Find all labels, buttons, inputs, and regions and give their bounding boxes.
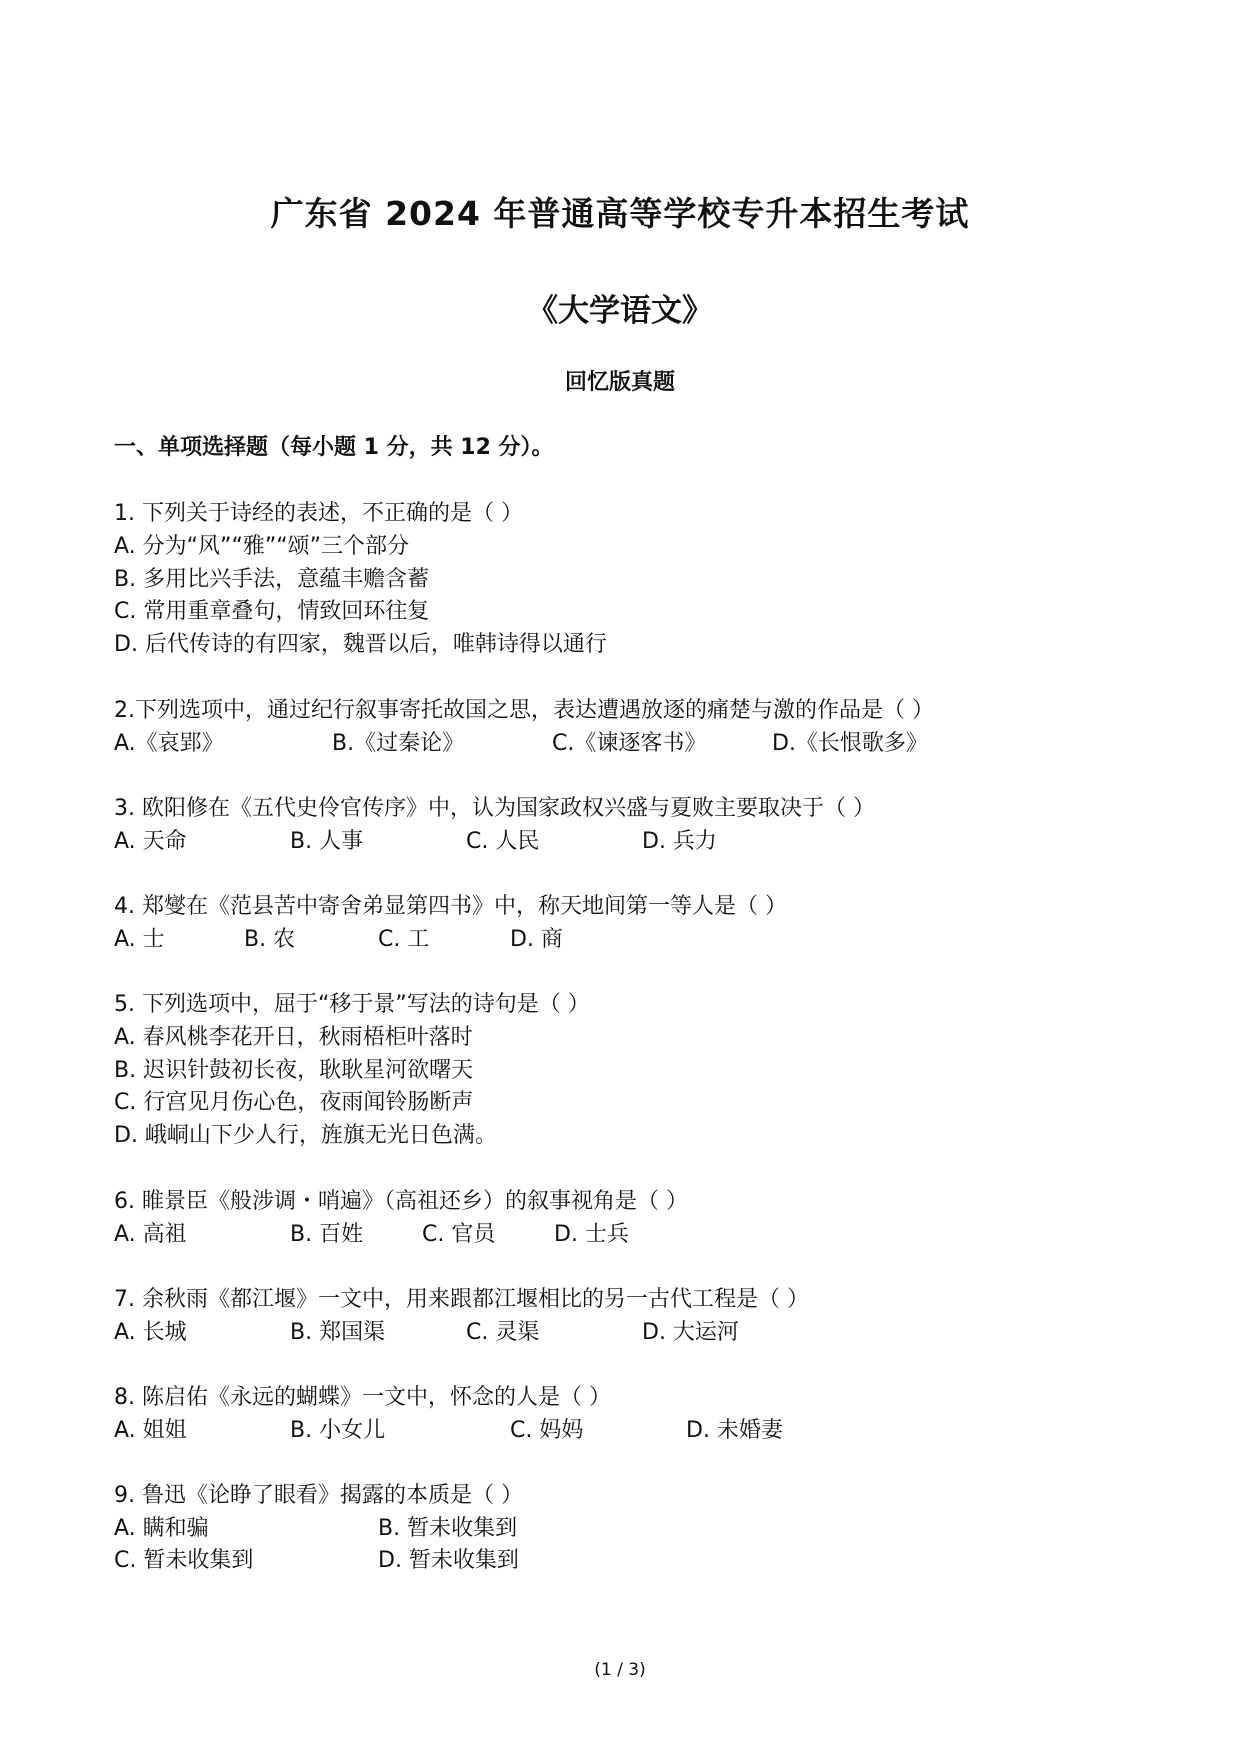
question-option: C. 人民 <box>466 829 540 854</box>
question-option: C. 暂未收集到 <box>114 1548 254 1573</box>
question-option: A. 春风桃李花开日，秋雨梧柜叶落时 <box>114 1025 473 1050</box>
question-stem: 8. 陈启佑《永远的蝴蝶》一文中，怀念的人是（ ） <box>114 1385 611 1410</box>
question-option: C.《谏逐客书》 <box>552 731 707 756</box>
question-option: D. 兵力 <box>642 829 717 854</box>
question-option: C. 行宫见月伤心色，夜雨闻铃肠断声 <box>114 1090 474 1115</box>
question-option: A. 分为“风”“雅”“颂”三个部分 <box>114 534 410 559</box>
question-option: A. 瞒和骗 <box>114 1516 209 1541</box>
subject-title: 《大学语文》 <box>527 293 713 329</box>
question-option: B. 小女儿 <box>290 1418 386 1443</box>
question-stem: 1. 下列关于诗经的表述，不正确的是（ ） <box>114 501 523 526</box>
question-option: B. 郑国渠 <box>290 1320 386 1345</box>
question-option: C. 官员 <box>422 1222 496 1247</box>
question-stem: 7. 余秋雨《都江堰》一文中，用来跟都江堰相比的另一古代工程是（ ） <box>114 1287 809 1312</box>
section-heading: 一、单项选择题（每小题 1 分，共 12 分）。 <box>114 435 554 460</box>
question-option: B.《过秦论》 <box>332 731 465 756</box>
question-option: C. 常用重章叠句，情致回环往复 <box>114 599 430 624</box>
question-option: A. 士 <box>114 927 165 952</box>
question-options-row <box>114 1413 1114 1443</box>
question-stem: 6. 睢景臣《般涉调・哨遍》（高祖还乡）的叙事视角是（ ） <box>114 1189 688 1214</box>
question-option: D. 士兵 <box>554 1222 629 1247</box>
question-stem: 2.下列选项中，通过纪行叙事寄托故国之思，表达遭遇放逐的痛楚与激的作品是（ ） <box>114 698 934 723</box>
question-option: D. 未婚妻 <box>686 1418 783 1443</box>
question-option: A. 天命 <box>114 829 187 854</box>
question-option: A. 长城 <box>114 1320 187 1345</box>
question-options-row <box>114 824 1114 854</box>
question-option: D. 峨峒山下少人行，旌旗无光日色满。 <box>114 1123 497 1148</box>
question-option: C. 工 <box>378 927 430 952</box>
question-option: B. 迟识针鼓初长夜，耿耿星河欲曙天 <box>114 1058 474 1083</box>
question-option: D.《长恨歌多》 <box>772 731 928 756</box>
question-option: B. 百姓 <box>290 1222 364 1247</box>
question-option: D. 大运河 <box>642 1320 739 1345</box>
question-options-row <box>114 1511 1114 1541</box>
question-stem: 9. 鲁迅《论睁了眼看》揭露的本质是（ ） <box>114 1483 523 1508</box>
question-option: D. 暂未收集到 <box>378 1548 519 1573</box>
question-options-row <box>114 726 1114 756</box>
page-number: (1 / 3) <box>594 1660 646 1680</box>
question-options-row <box>114 1217 1114 1247</box>
question-options-row <box>114 1543 1114 1573</box>
question-stem: 4. 郑燮在《范县苦中寄舍弟显第四书》中，称天地间第一等人是（ ） <box>114 894 787 919</box>
question-option: A. 姐姐 <box>114 1418 187 1443</box>
question-option: C. 灵渠 <box>466 1320 540 1345</box>
question-option: B. 农 <box>244 927 296 952</box>
exam-subtitle: 回忆版真题 <box>564 370 675 395</box>
question-option: B. 暂未收集到 <box>378 1516 518 1541</box>
question-options-row <box>114 922 1114 952</box>
exam-title: 广东省 2024 年普通高等学校专升本招生考试 <box>270 194 970 233</box>
question-option: D. 后代传诗的有四家，魏晋以后，唯韩诗得以通行 <box>114 632 607 657</box>
question-option: A. 高祖 <box>114 1222 187 1247</box>
question-option: B. 多用比兴手法，意蕴丰赡含蓄 <box>114 567 430 592</box>
question-options-row <box>114 1315 1114 1345</box>
question-option: D. 商 <box>510 927 563 952</box>
question-option: A.《哀郢》 <box>114 731 224 756</box>
question-stem: 5. 下列选项中，屈于“移于景”写法的诗句是（ ） <box>114 992 590 1017</box>
question-option: C. 妈妈 <box>510 1418 584 1443</box>
question-stem: 3. 欧阳修在《五代史伶官传序》中，认为国家政权兴盛与夏败主要取决于（ ） <box>114 796 875 821</box>
question-option: B. 人事 <box>290 829 364 854</box>
